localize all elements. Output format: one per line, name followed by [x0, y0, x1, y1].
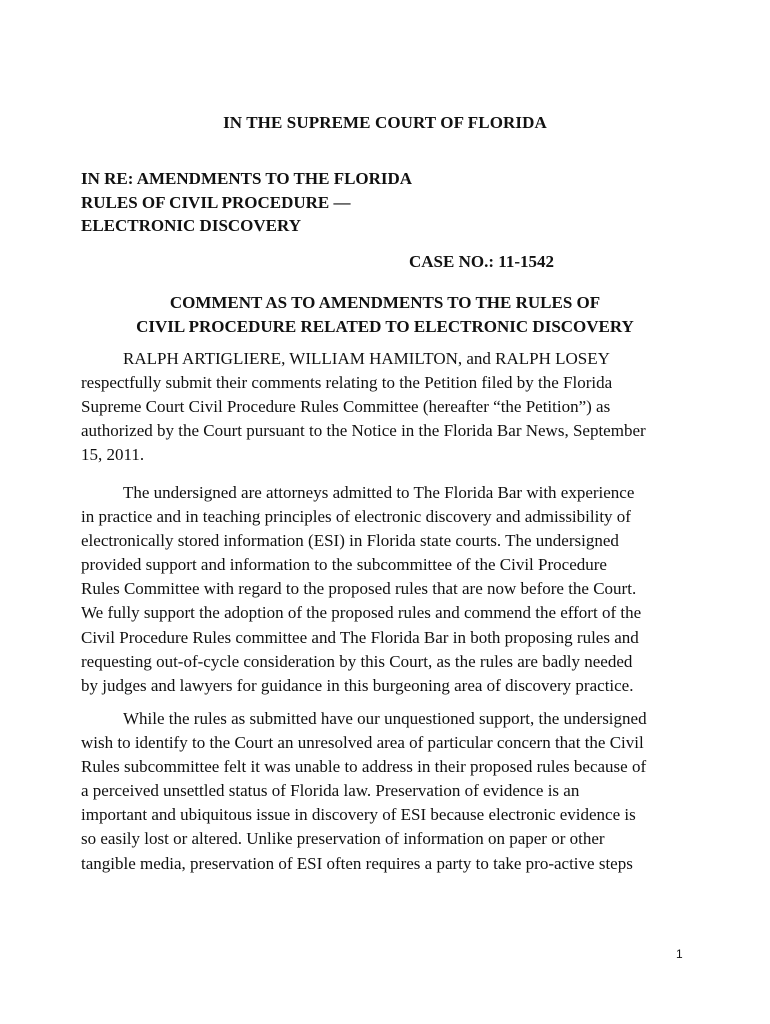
- paragraph-line: Supreme Court Civil Procedure Rules Committee (hereafter “the Petition”) as: [81, 397, 611, 417]
- paragraph-line: electronically stored information (ESI) in Florida state courts. The undersigned: [81, 531, 619, 551]
- paragraph-line: While the rules as submitted have our unquestioned support, the undersigned: [123, 709, 647, 728]
- paragraph-line: Rules Committee with regard to the proposed rules that are now before the Court.: [81, 579, 637, 599]
- page-number: 1: [676, 947, 683, 961]
- paragraph-line: wish to identify to the Court an unresolved area of particular concern that the Civil: [81, 733, 644, 753]
- paragraph-line: by judges and lawyers for guidance in this burgeoning area of discovery practice.: [81, 675, 634, 695]
- paragraph-2: [81, 481, 681, 698]
- paragraph-line: in practice and in teaching principles of electronic discovery and admissibility of: [81, 507, 631, 527]
- court-title: IN THE SUPREME COURT OF FLORIDA: [223, 113, 547, 132]
- paragraph-line: a perceived unsettled status of Florida law. Preservation of evidence is an: [81, 781, 580, 801]
- heading-line: COMMENT AS TO AMENDMENTS TO THE RULES OF: [169, 293, 601, 312]
- paragraph-line: Civil Procedure Rules committee and The Florida Bar in both proposing rules and: [81, 627, 639, 647]
- paragraph-line: Rules subcommittee felt it was unable to address in their proposed rules because of: [81, 757, 647, 777]
- case-number: CASE NO.: 11-1542: [409, 252, 554, 271]
- in-re-line: IN RE: AMENDMENTS TO THE FLORIDA: [81, 169, 413, 188]
- paragraph-line: important and ubiquitous issue in discovery of ESI because electronic evidence is: [81, 805, 636, 825]
- in-re-line: RULES OF CIVIL PROCEDURE —: [81, 192, 351, 212]
- paragraph-line: RALPH ARTIGLIERE, WILLIAM HAMILTON, and RALPH LOSEY: [123, 349, 610, 368]
- paragraph-line: The undersigned are attorneys admitted to The Florida Bar with experience: [123, 483, 635, 502]
- heading-line: CIVIL PROCEDURE RELATED TO ELECTRONIC DISCOVERY: [136, 317, 634, 336]
- paragraph-line: requesting out-of-cycle consideration by this Court, as the rules are badly needed: [81, 651, 633, 671]
- paragraph-line: authorized by the Court pursuant to the Notice in the Florida Bar News, September: [81, 421, 646, 441]
- paragraph-3: [81, 707, 681, 876]
- paragraph-line: so easily lost or altered. Unlike preservation of information on paper or other: [81, 829, 605, 849]
- paragraph-line: 15, 2011.: [81, 445, 145, 465]
- paragraph-line: We fully support the adoption of the proposed rules and commend the effort of the: [81, 603, 642, 623]
- paragraph-line: tangible media, preservation of ESI often requires a party to take pro-active steps: [81, 853, 633, 873]
- comment-heading: [0, 291, 770, 339]
- paragraph-line: respectfully submit their comments relating to the Petition filed by the Florida: [81, 373, 613, 393]
- in-re-line: ELECTRONIC DISCOVERY: [81, 216, 301, 235]
- paragraph-1: [81, 347, 681, 467]
- in-re-caption: [81, 167, 412, 238]
- paragraph-line: provided support and information to the subcommittee of the Civil Procedure: [81, 555, 607, 575]
